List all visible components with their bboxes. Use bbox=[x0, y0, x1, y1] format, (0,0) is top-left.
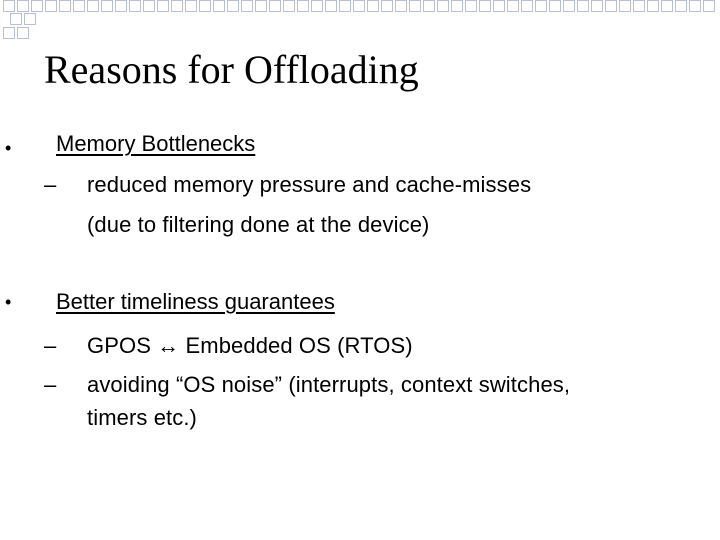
bullet-icon: • bbox=[5, 138, 12, 158]
decorative-square bbox=[451, 0, 463, 12]
decorative-square bbox=[157, 0, 169, 12]
decorative-square bbox=[129, 0, 141, 12]
decorative-square bbox=[311, 0, 323, 12]
decorative-square bbox=[395, 0, 407, 12]
decorative-square bbox=[437, 0, 449, 12]
decorative-square bbox=[381, 0, 393, 12]
decorative-square bbox=[87, 0, 99, 12]
decorative-square bbox=[17, 0, 29, 12]
dash-icon: – bbox=[44, 333, 57, 358]
decorative-square bbox=[269, 0, 281, 12]
decorative-square bbox=[605, 0, 617, 12]
decorative-square bbox=[10, 13, 22, 25]
decorative-square bbox=[409, 0, 421, 12]
decorative-square bbox=[367, 0, 379, 12]
decorative-square bbox=[3, 0, 15, 12]
decorative-square bbox=[115, 0, 127, 12]
bullet-icon: • bbox=[5, 292, 12, 312]
decorative-square bbox=[549, 0, 561, 12]
decorative-square bbox=[535, 0, 547, 12]
decorative-square bbox=[143, 0, 155, 12]
decorative-square bbox=[577, 0, 589, 12]
decorative-checker-band bbox=[0, 0, 720, 44]
decorative-square bbox=[325, 0, 337, 12]
decorative-square bbox=[59, 0, 71, 12]
sub-item-text-continued: timers etc.) bbox=[87, 405, 197, 430]
decorative-square bbox=[101, 0, 113, 12]
decorative-square bbox=[423, 0, 435, 12]
decorative-square bbox=[647, 0, 659, 12]
decorative-square bbox=[255, 0, 267, 12]
decorative-square bbox=[521, 0, 533, 12]
sub-item-text: GPOS ↔ Embedded OS (RTOS) bbox=[87, 333, 413, 358]
sub-item-text-continued: (due to filtering done at the device) bbox=[87, 212, 430, 237]
decorative-square bbox=[171, 0, 183, 12]
decorative-square bbox=[689, 0, 701, 12]
decorative-square bbox=[619, 0, 631, 12]
decorative-square bbox=[213, 0, 225, 12]
slide-title: Reasons for Offloading bbox=[44, 47, 419, 92]
decorative-square bbox=[675, 0, 687, 12]
decorative-square bbox=[297, 0, 309, 12]
decorative-square bbox=[45, 0, 57, 12]
section-heading-memory-bottlenecks: Memory Bottlenecks bbox=[56, 131, 256, 156]
decorative-square bbox=[3, 27, 15, 39]
decorative-square bbox=[199, 0, 211, 12]
decorative-square bbox=[185, 0, 197, 12]
section-heading-better-timeliness-guarantees: Better timeliness guarantees bbox=[56, 289, 335, 314]
decorative-square bbox=[73, 0, 85, 12]
decorative-square bbox=[227, 0, 239, 12]
decorative-square bbox=[633, 0, 645, 12]
decorative-square bbox=[591, 0, 603, 12]
decorative-square bbox=[493, 0, 505, 12]
sub-item-text: avoiding “OS noise” (interrupts, context switches, bbox=[87, 372, 571, 397]
decorative-square bbox=[353, 0, 365, 12]
decorative-square bbox=[507, 0, 519, 12]
decorative-square bbox=[661, 0, 673, 12]
dash-icon: – bbox=[44, 372, 57, 397]
decorative-square bbox=[465, 0, 477, 12]
decorative-square bbox=[563, 0, 575, 12]
decorative-square bbox=[24, 13, 36, 25]
decorative-square bbox=[339, 0, 351, 12]
decorative-square bbox=[241, 0, 253, 12]
decorative-square bbox=[479, 0, 491, 12]
decorative-square bbox=[703, 0, 715, 12]
sub-item-text: reduced memory pressure and cache-misses bbox=[87, 172, 532, 197]
decorative-square bbox=[17, 27, 29, 39]
decorative-square bbox=[283, 0, 295, 12]
dash-icon: – bbox=[44, 172, 57, 197]
decorative-square bbox=[31, 0, 43, 12]
